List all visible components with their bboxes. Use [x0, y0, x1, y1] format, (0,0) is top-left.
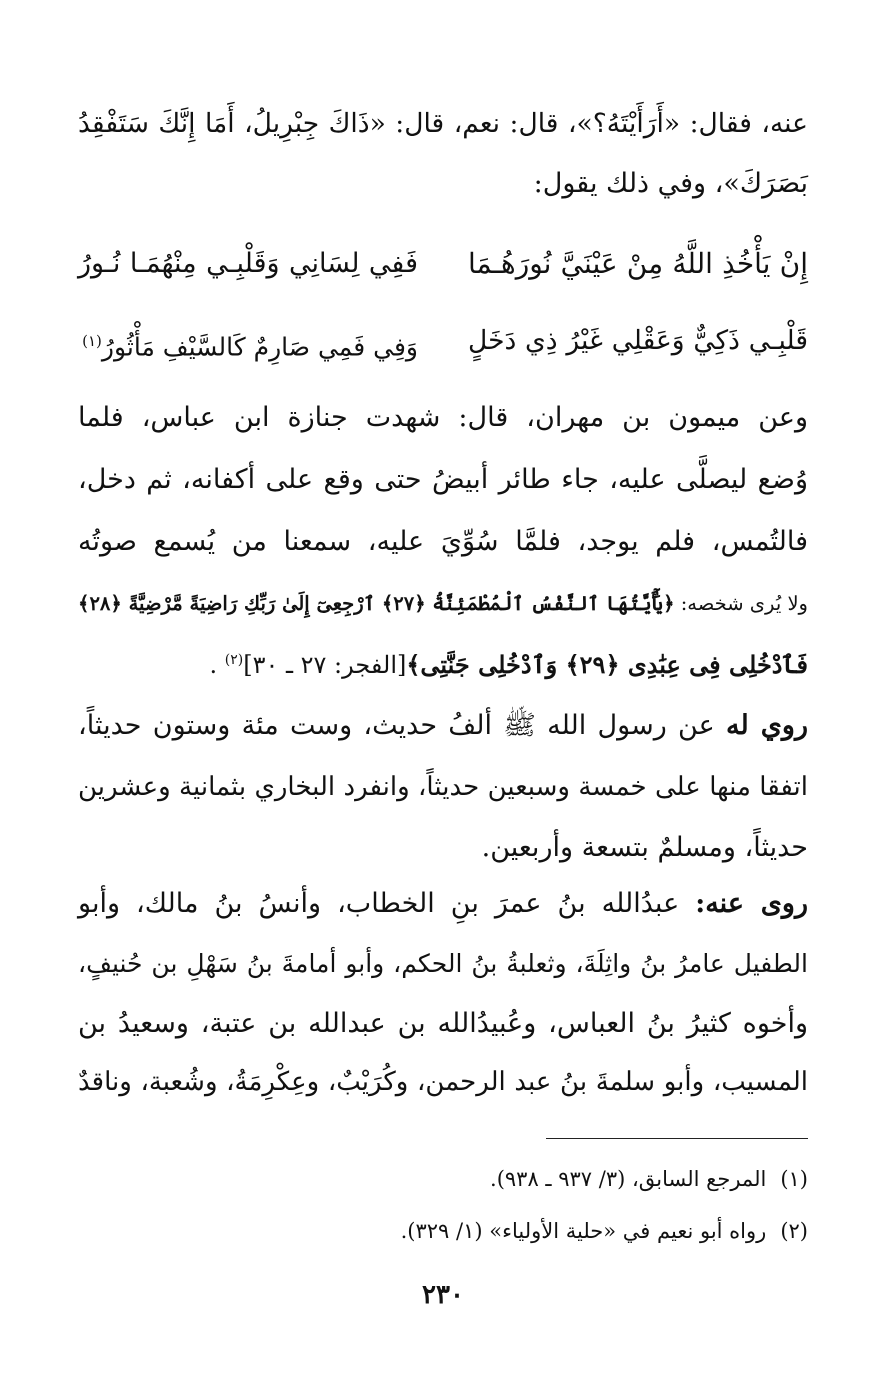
poem-verse	[78, 242, 808, 286]
verse-second-hemistich: فَفِي لِسَانِي وَقَلْبِـي مِنْهُمَـا نُـورُ	[78, 248, 418, 279]
quran-reference: [الفجر: ٢٧ ـ ٣٠]	[243, 651, 407, 679]
verse-first-hemistich: إِنْ يَأْخُذِ اللَّهُ مِنْ عَيْنَيَّ نُورَهُـمَا	[468, 247, 808, 280]
paragraph-line: المسيب، وأبو سلمةَ بنُ عبد الرحمن، وكُرَيْبٌ، وعِكْرِمَةُ، وشُعبة، وناقدٌ	[78, 1067, 808, 1097]
text-end: .	[209, 651, 218, 679]
paragraph-line: اتفقا منها على خمسة وسبعين حديثاً، وانفرد البخاري بثمانية وعشرين	[78, 772, 808, 802]
footnote-number: (٢)	[780, 1219, 808, 1243]
footnote	[401, 1215, 808, 1247]
paragraph-line	[78, 640, 808, 685]
paragraph-line: الطفيل عامرُ بنُ واثِلَةَ، وثعلبةُ بنُ الحكم، وأبو أمامةَ بنُ سَهْلِ بن حُنيفٍ،	[78, 949, 808, 978]
paragraph-text: عن رسول الله ﷺ ألفُ حديث، وست مئة وستون حديثاً،	[78, 710, 726, 741]
paragraph-line: وعن ميمون بن مهران، قال: شهدت جنازة ابن عباس، فلما	[78, 402, 808, 433]
paragraph-line: وأخوه كثيرُ بنُ العباس، وعُبيدُالله بن عبدالله بن عتبة، وسعيدُ بن	[78, 1008, 808, 1039]
paragraph-line: وُضع ليصلَّى عليه، جاء طائر أبيضُ حتى وقع على أكفانه، ثم دخل،	[78, 464, 808, 495]
text-prefix: ولا يُرى شخصه:	[674, 592, 808, 615]
page-number: ٢٣٠	[422, 1280, 464, 1310]
paragraph-line	[78, 584, 808, 624]
footnote-divider	[546, 1138, 808, 1139]
section-lead: روى عنه:	[695, 888, 808, 919]
paragraph-line: حديثاً، ومسلمٌ بتسعة وأربعين.	[481, 832, 808, 863]
footnote-mark: (١)	[82, 332, 102, 350]
paragraph-line: عنه، فقال: «أَرَأَيْتَهُ؟»، قال: نعم، قال: «ذَاكَ جِبْرِيلُ، أَمَا إِنَّكَ سَتَفْقِدُ	[78, 108, 808, 139]
footnote-text: المرجع السابق، (٣/ ٩٣٧ ـ ٩٣٨).	[490, 1167, 767, 1191]
quran-verse: ﴿يَٰٓأَيَّتُهَا ٱلنَّفْسُ ٱلْمُطْمَئِنَّةُ ﴿٢٧﴾ ٱرْجِعِىٓ إِلَىٰ رَبِّكِ رَاضِيَةً مَّرْضِيَّةً ﴿٢٨﴾	[78, 592, 675, 615]
verse-first-hemistich: قَلْبِـي ذَكِيٌّ وَعَقْلِي غَيْرُ ذِي دَخَلٍ	[468, 325, 808, 356]
quran-verse: فَٱدْخُلِى فِى عِبَٰدِى ﴿٢٩﴾ وَٱدْخُلِى جَنَّتِى﴾	[406, 650, 808, 679]
paragraph-line	[78, 706, 808, 746]
footnote-text: رواه أبو نعيم في «حلية الأولياء» (١/ ٣٢٩).	[400, 1219, 767, 1243]
paragraph-line: فالتُمس، فلم يوجد، فلمَّا سُوِّيَ عليه، سمعنا من يُسمع صوتُه	[78, 526, 808, 557]
verse-text: وَفِي فَمِي صَارِمٌ كَالسَّيْفِ مَأْثُورُ	[101, 332, 418, 362]
book-page	[78, 0, 808, 1389]
footnote-mark: (٢)	[224, 652, 244, 668]
poem-verse	[78, 319, 808, 363]
section-lead: روي له	[725, 710, 808, 741]
paragraph-text: عبدُالله بنُ عمرَ بنِ الخطاب، وأنسُ بنُ مالك، وأبو	[78, 888, 696, 919]
paragraph-line: بَصَرَكَ»، وفي ذلك يقول:	[533, 168, 808, 199]
paragraph-line	[78, 884, 808, 924]
verse-second-hemistich	[78, 319, 418, 369]
footnote-number: (١)	[780, 1167, 808, 1191]
footnote	[490, 1163, 808, 1195]
